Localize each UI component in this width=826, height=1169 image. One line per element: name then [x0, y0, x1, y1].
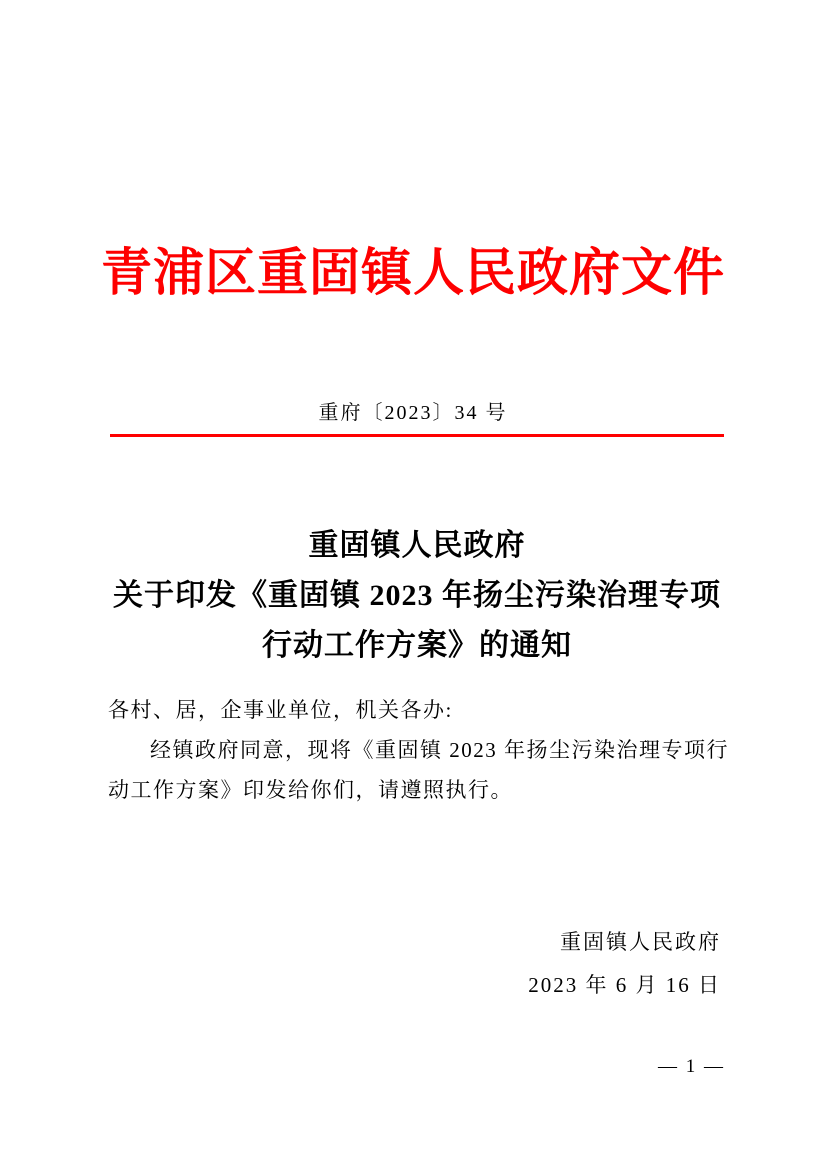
salutation: 各村、居，企事业单位，机关各办:: [108, 698, 453, 722]
document-number: 重府〔2023〕34 号: [318, 402, 508, 424]
signature-org: 重固镇人民政府: [560, 930, 721, 954]
notice-title-line-1: 重固镇人民政府: [308, 529, 526, 562]
notice-title-line-2: 关于印发《重固镇 2023 年扬尘污染治理专项: [113, 579, 721, 612]
notice-title-line-3: 行动工作方案》的通知: [262, 629, 572, 662]
letterhead-divider-rule: [110, 434, 724, 437]
page-number: — 1 —: [658, 1056, 725, 1077]
body-paragraph-line-2: 动工作方案》印发给你们，请遵照执行。: [108, 778, 513, 802]
body-paragraph-line-1: 经镇政府同意，现将《重固镇 2023 年扬尘污染治理专项行: [150, 738, 729, 762]
signature-date: 2023 年 6 月 16 日: [528, 973, 721, 997]
signature-block: [528, 921, 721, 1007]
notice-body: [108, 690, 728, 810]
notice-title: [106, 521, 728, 671]
letterhead-org-title: 青浦区重固镇人民政府文件: [100, 246, 725, 302]
